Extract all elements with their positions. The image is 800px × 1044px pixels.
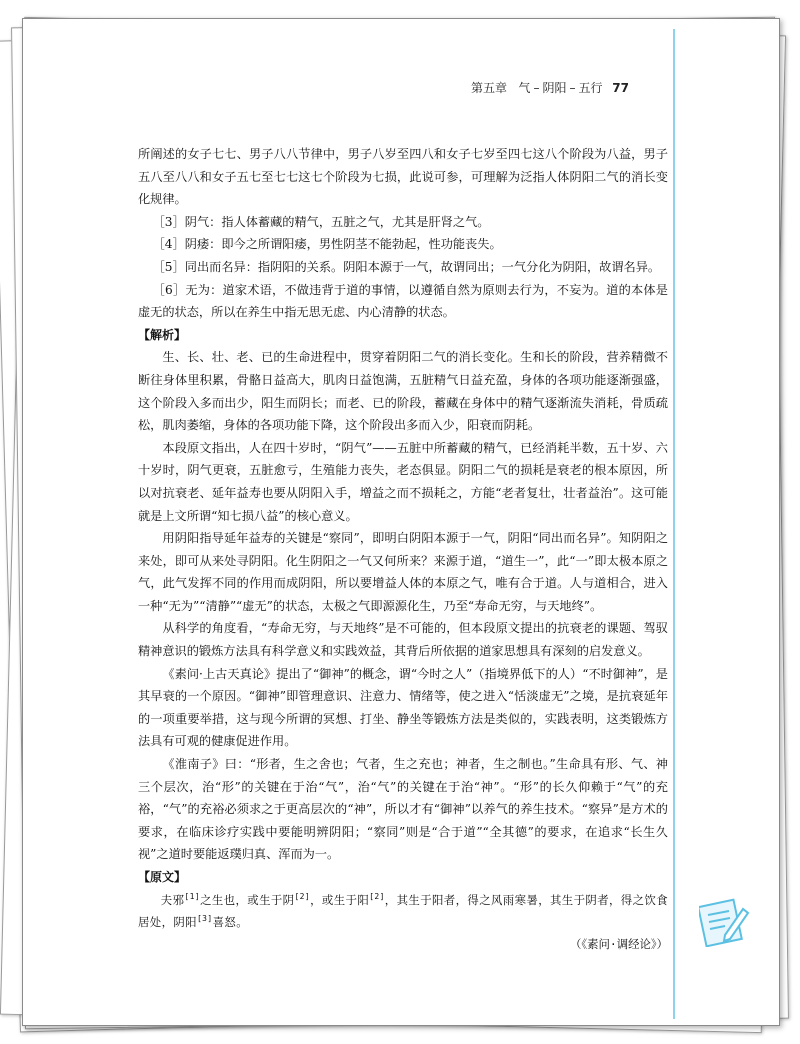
body-paragraph: 所阐述的女子七七、男子八八节律中，男子八岁至四八和女子七岁至四七这八个阶段为八益，男子五八至八八和女子五七至七七这七个阶段为七损，此说可参，可理解为泛指人体阴阳二气的消长变化规律。 [138, 147, 668, 207]
annotation-item: ［3］阴气：指人体蓄藏的精气，五脏之气，尤其是肝肾之气。 [152, 214, 490, 229]
original-text-heading: 【原文】 [138, 870, 187, 884]
original-source: （《素问·调经论》） [570, 936, 668, 951]
original-text [138, 889, 668, 933]
original-text-segment: 喜怒。 [212, 914, 248, 929]
original-text-segment: ，其生于阳者，得之风雨寒暑，其生于阴者，得之饮食居处，阴阳 [138, 892, 668, 929]
original-text-segment: 之生也，或生于阴 [200, 892, 295, 907]
page-number: 77 [612, 81, 629, 95]
annotation-item: ［4］阴痿：即今之所谓阳痿，男性阴茎不能勃起，性功能丧失。 [152, 237, 502, 252]
footnote-marker: [2] [369, 891, 385, 901]
section-heading: 【解析】 [138, 327, 187, 342]
body-paragraph: 《素问·上古天真论》提出了“御神”的概念，谓“今时之人”（指境界低下的人）“不时御神”，是其早衰的一个原因。“御神”即管理意识、注意力、情绪等，使之进入“恬淡虚无”之境，是抗衰延年的一项重要举措，这与现今所谓的冥想、打坐、静坐等锻炼方法是类似的，实践表明，这类锻炼方法具有可观的健康促进作用。 [138, 666, 668, 749]
notes-pencil-icon [699, 895, 751, 947]
chapter-label: 第五章 [470, 81, 507, 95]
body-paragraph: 《淮南子》曰：“形者，生之舍也；气者，生之充也；神者，生之制也。”生命具有形、气、神三个层次，治“形”的关键在于治“气”，治“气”的关键在于治“神”。“形”的长久仰赖于“气”的充裕，“气”的充裕必须求之于更高层次的“神”，所以才有“御神”以养气的养生技术。“察异”是方术的要求，在临床诊疗实践中要能明辨阴阳；“察同”则是“合于道”“全其德”的要求，在追求“长生久视”之道时要能返璞归真、浑而为一。 [138, 757, 668, 862]
original-text-segment: 夫邪 [160, 892, 185, 907]
footnote-marker: [2] [294, 891, 311, 901]
footnote-marker: [1] [184, 891, 201, 901]
body-paragraph: 本段原文指出，人在四十岁时，“阴气”——五脏中所蓄藏的精气，已经消耗半数，五十岁、六十岁时，阴气更衰，五脏愈亏，生殖能力丧失，老态俱显。阴阳二气的损耗是衰老的根本原因，所以对抗衰老、延年益寿也要从阴阳入手，增益之而不损耗之，方能“老者复壮，壮者益治”。这可能就是上文所谓“知七损八益”的核心意义。 [138, 440, 668, 523]
body-paragraph: 用阴阳指导延年益寿的关键是“察同”，即明白阴阳本源于一气，阴阳“同出而名异”。知阴阳之来处，即可从来处寻阴阳。化生阴阳之一气又何所来？来源于道，“道生一”，此“一”即太极本原之气，此气发挥不同的作用而成阴阳，所以要增益人体的本原之气，唯有合于道。人与道相合，进入一种“无为”“清静”“虚无”的状态，太极之气即源源化生，乃至“寿命无穷，与天地终”。 [138, 531, 669, 613]
original-text-segment: ，或生于阳 [310, 892, 370, 907]
topic-yinyang: 阴阳 [542, 81, 567, 95]
annotation-item: ［5］同出而名异：指阴阳的关系。阴阳本源于一气，故谓同出；一气分化为阴阳，故谓名异。 [152, 259, 661, 274]
body-paragraph: 从科学的角度看，“寿命无穷，与天地终”是不可能的，但本段原文提出的抗衰老的课题、驾驭精神意识的锻炼方法具有科学意义和实践效益，其背后所依据的道家思想具有深刻的启发意义。 [138, 621, 668, 659]
topic-wuxing: 五行 [578, 81, 603, 95]
topic-qi: 气 [518, 81, 531, 95]
annotation-item: ［6］无为：道家术语，不做违背于道的事情，以遵循自然为原则去行为，不妄为。道的本体是虚无的状态，所以在养生中指无思无虑、内心清静的状态。 [138, 282, 668, 320]
paragraph-list [138, 143, 668, 866]
running-header: 第五章 气 – 阴阳 – 五行 77 [470, 81, 629, 95]
page-body [138, 143, 668, 955]
footnote-marker: [3] [196, 913, 213, 923]
body-paragraph: 生、长、壮、老、已的生命进程中，贯穿着阴阳二气的消长变化。生和长的阶段，营养精微不断往身体里积累，骨骼日益高大，肌肉日益饱满，五脏精气日益充盈，身体的各项功能逐渐强盛，这个阶段入多而出少，阳生而阴长；而老、已的阶段，蓄藏在身体中的精气逐渐流失消耗，骨质疏松，肌肉萎缩，身体的各项功能下降，这个阶段出多而入少，阳衰而阴耗。 [138, 350, 668, 433]
margin-rule [673, 29, 675, 1019]
book-page [22, 18, 780, 1026]
